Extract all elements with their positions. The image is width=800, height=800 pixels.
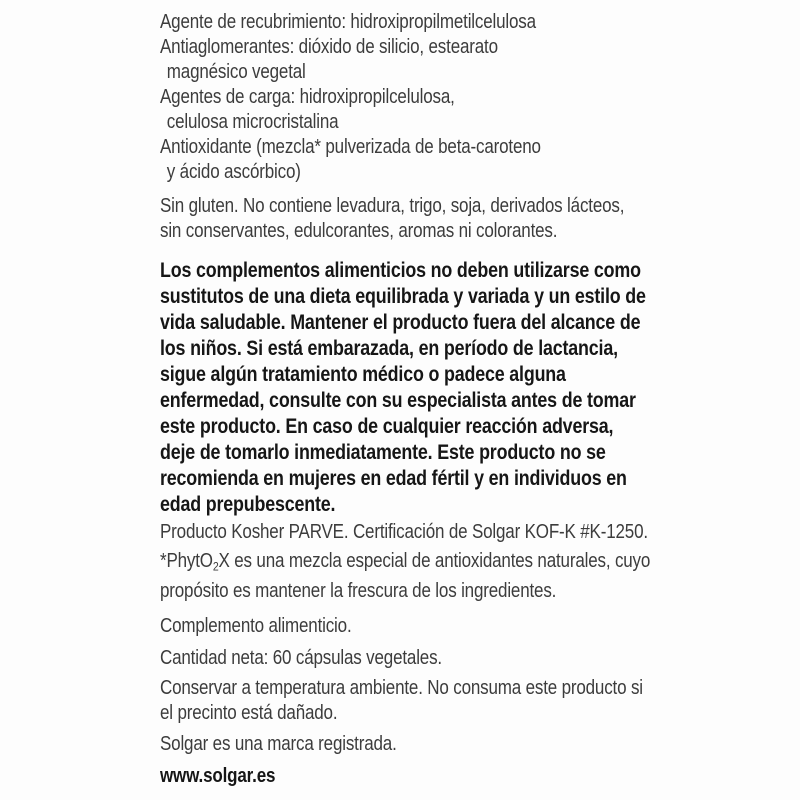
allergen-line: sin conservantes, edulcorantes, aromas ni colorantes.: [160, 220, 558, 242]
kosher-line: Producto Kosher PARVE. Certificación de Solgar KOF-K #K-1250.: [160, 521, 648, 543]
label-text-block: [160, 10, 800, 789]
storage-statement: [160, 676, 800, 726]
warning-line: este producto. En caso de cualquier reacción adversa,: [160, 415, 614, 438]
trademark-statement: [160, 732, 800, 757]
allergen-line: Sin gluten. No contiene levadura, trigo, soja, derivados lácteos,: [160, 195, 625, 217]
phyto-note-line1: [160, 549, 800, 579]
additives-line: celulosa microcristalina: [166, 111, 339, 133]
warning-line: sigue algún tratamiento médico o padece alguna: [160, 363, 566, 386]
complement-statement: [160, 614, 800, 639]
additives-line: Agente de recubrimiento: hidroxipropilmetilcelulosa: [160, 11, 536, 33]
warning-line: edad prepubescente.: [160, 493, 336, 516]
warning-line: deje de tomarlo inmediatamente. Este producto no se: [160, 441, 606, 464]
warning-line: recomienda en mujeres en edad fértil y en individuos en: [160, 467, 627, 490]
additives-line: y ácido ascórbico): [166, 161, 301, 183]
storage-line: el precinto está dañado.: [160, 702, 338, 725]
warning-line: enfermedad, consulte con su especialista antes de tomar: [160, 389, 636, 412]
warning-statement: [160, 258, 800, 518]
phyto-note: [160, 549, 800, 604]
net-quantity-statement: [160, 646, 800, 671]
additives-line: Agentes de carga: hidroxipropilcelulosa,: [160, 86, 455, 108]
warning-line: Los complementos alimenticios no deben utilizarse como: [160, 259, 641, 282]
phyto-prefix: *PhytO: [160, 550, 213, 572]
phyto-subscript: 2: [212, 559, 219, 574]
additives-line: Antiaglomerantes: dióxido de silicio, estearato: [160, 36, 498, 58]
phyto-note-line2: propósito es mantener la frescura de los ingredientes.: [160, 580, 557, 603]
warning-line: los niños. Si está embarazada, en período de lactancia,: [160, 337, 618, 360]
warning-line: sustitutos de una dieta equilibrada y variada y un estilo de: [160, 285, 646, 308]
website-line: www.solgar.es: [160, 765, 276, 788]
allergen-statement: [160, 194, 800, 244]
complement-line: Complemento alimenticio.: [160, 615, 352, 638]
additives-section: [160, 10, 800, 185]
trademark-line: Solgar es una marca registrada.: [160, 733, 397, 756]
website-text: [160, 764, 800, 789]
additives-line: Antioxidante (mezcla* pulverizada de beta-caroteno: [160, 136, 541, 158]
storage-line: Conservar a temperatura ambiente. No consuma este producto si: [160, 677, 643, 700]
kosher-certification: [160, 520, 800, 545]
additives-line: magnésico vegetal: [166, 61, 306, 83]
phyto-line1-rest: X es una mezcla especial de antioxidantes naturales, cuyo: [218, 550, 651, 572]
net-quantity-line: Cantidad neta: 60 cápsulas vegetales.: [160, 647, 442, 670]
warning-line: vida saludable. Mantener el producto fuera del alcance de: [160, 311, 641, 334]
